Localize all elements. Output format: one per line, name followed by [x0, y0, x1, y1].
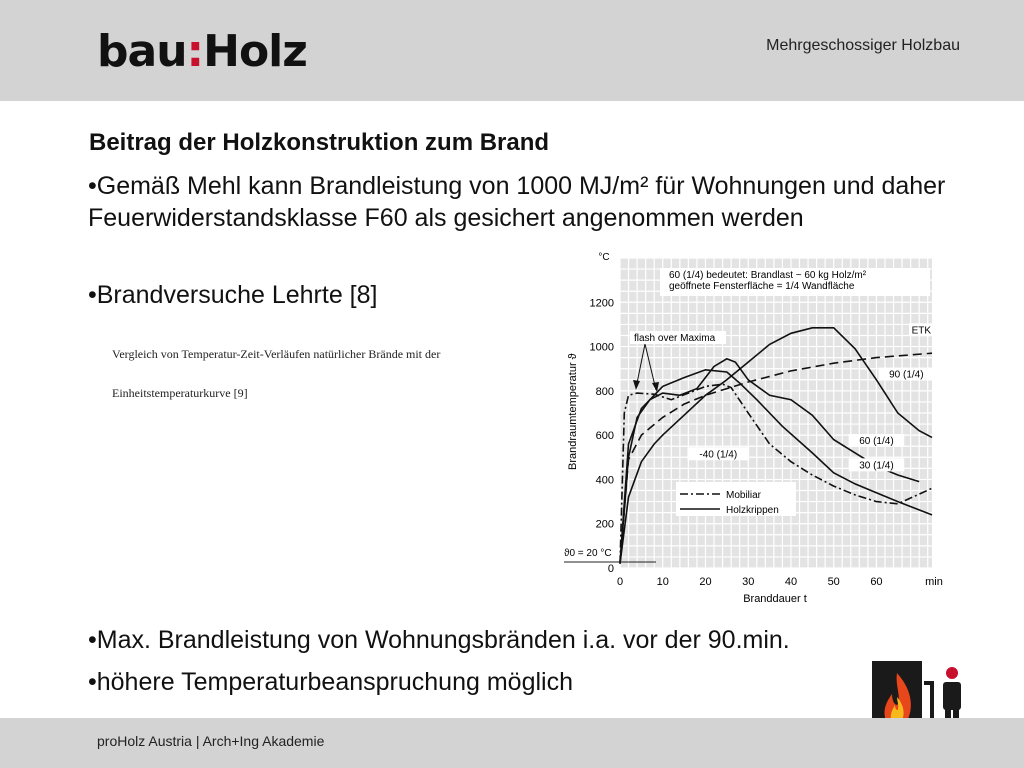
flashover-label: flash over Maxima: [634, 333, 716, 344]
logo-main: bau: [97, 26, 187, 77]
y-tick-label: 400: [595, 474, 614, 487]
curve-label: ETK: [911, 325, 932, 337]
person-body-icon: [943, 682, 961, 710]
x-tick-label: 50: [827, 576, 840, 588]
y-tick-label: 1000: [589, 341, 614, 354]
slide-heading: Beitrag der Holzkonstruktion zum Brand: [89, 129, 550, 156]
x-tick-label: 0: [616, 576, 624, 588]
x-axis-label: Branddauer t: [743, 593, 807, 605]
y-tick-label: 200: [595, 518, 614, 531]
bauholz-logo: [97, 24, 307, 80]
header-title: Mehrgeschossiger Holzbau: [766, 37, 960, 54]
legend-label-mobiliar: Mobiliar: [726, 490, 762, 501]
x-tick-label: 10: [656, 576, 669, 588]
legend-label-holzkrippen: Holzkrippen: [726, 505, 779, 516]
annotation-line2: geöffnete Fensterfläche = 1/4 Wandfläche: [669, 281, 855, 292]
y-axis-label: Brandraumtemperatur ϑ: [567, 353, 579, 470]
y-tick-label: 0: [607, 563, 614, 575]
y-tick-label: 1200: [589, 297, 614, 310]
bullet-max-brandleistung: •Max. Brandleistung von Wohnungsbränden i.a. vor der 90.min.: [88, 626, 790, 654]
bullet-brandversuche: •Brandversuche Lehrte [8]: [88, 281, 378, 309]
y-tick-label: 600: [595, 430, 614, 443]
annotation-line1: 60 (1/4) bedeutet: Brandlast ~ 60 kg Holz/m²: [669, 270, 867, 281]
y-unit-label: °C: [598, 252, 610, 263]
x-tick-labels: [617, 576, 883, 588]
curve-label: -40 (1/4): [699, 449, 738, 461]
baseline-label: ϑ0 = 20 °C: [564, 548, 612, 559]
bullet-temperaturbeanspruchung: •höhere Temperaturbeanspruchung möglich: [88, 668, 573, 696]
curve-label: 90 (1/4): [889, 369, 924, 381]
x-tick-label: 30: [742, 576, 755, 588]
bullet-brandleistung: •Gemäß Mehl kann Brandleistung von 1000 MJ/m² für Wohnungen und daher Feuerwiderstandsklasse F60 als gesichert angenommen werden: [88, 172, 946, 232]
figure-caption-line2: Einheitstemperaturkurve [9]: [112, 386, 248, 400]
chart-grid: [620, 258, 932, 568]
x-tick-label: 20: [699, 576, 712, 588]
curve-label: 60 (1/4): [859, 436, 894, 447]
curve-label: 30 (1/4): [859, 460, 894, 472]
logo-second: Holz: [203, 26, 307, 77]
person-head-icon: [946, 667, 958, 679]
footer-text: proHolz Austria | Arch+Ing Akademie: [97, 733, 325, 749]
y-tick-labels: [590, 297, 614, 575]
logo-colon: :: [186, 26, 204, 77]
x-unit-label: min: [925, 576, 943, 588]
x-tick-label: 40: [784, 576, 798, 588]
figure-caption-line1: Vergleich von Temperatur-Zeit-Verläufen natürlicher Brände mit der: [112, 347, 441, 361]
temperature-time-chart: [560, 240, 950, 610]
y-tick-label: 800: [595, 385, 614, 398]
x-tick-label: 60: [870, 576, 883, 588]
